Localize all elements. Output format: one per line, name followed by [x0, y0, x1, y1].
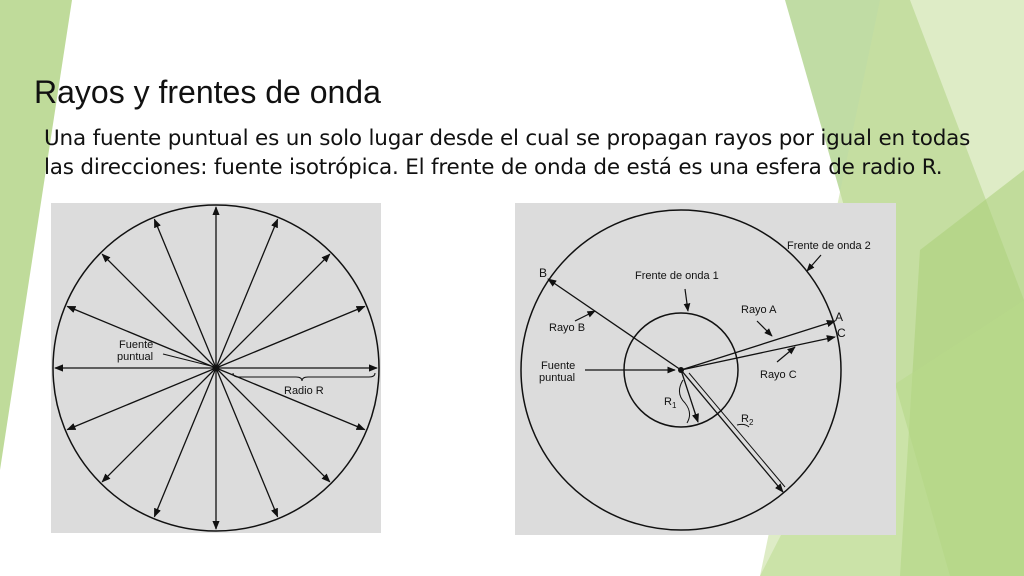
ray-line: [216, 254, 330, 368]
ray-a-pointer: [757, 321, 772, 336]
point-b-label: B: [539, 266, 548, 280]
ray-b-pointer: [575, 311, 595, 321]
r2-label: $R_2$: [741, 413, 754, 427]
point-c-label: C: [837, 326, 846, 340]
ray-b-label: Rayo B: [549, 322, 586, 334]
ray-c-label: Rayo C: [760, 369, 797, 381]
source-label-line1: Fuente: [541, 360, 576, 372]
wavefront-1-label: Frente de onda 1: [635, 270, 719, 282]
ray-c-line: [681, 337, 835, 370]
slide-title: Rayos y frentes de onda: [34, 74, 381, 110]
ray-a-label: Rayo A: [741, 304, 777, 316]
source-label-line2: puntual: [539, 372, 576, 384]
ray-a-line: [681, 321, 835, 370]
point-a-label: A: [835, 310, 844, 324]
r1-brace: [679, 380, 689, 423]
source-label-line1: Fuente: [119, 339, 154, 351]
ray-line: [102, 368, 216, 482]
slide-body-text: Una fuente puntual es un solo lugar desde el cual se propagan rayos por igual en todas las direcciones: fuente isotrópica. El frente de onda de está es una esfera de radio R.: [44, 126, 971, 180]
wavefront-2-label: Frente de onda 2: [787, 240, 871, 252]
source-point: [678, 367, 684, 373]
wavefront-2-pointer: [807, 255, 821, 271]
radius-label: Radio R: [284, 385, 324, 397]
r2-line-parallel: [689, 373, 785, 487]
wavefronts-figure: [515, 203, 896, 535]
source-point: [213, 365, 219, 371]
r1-label: $R_1$: [664, 396, 677, 410]
isotropic-source-figure: [51, 203, 381, 533]
radius-brace: [233, 373, 375, 381]
source-label-line2: puntual: [117, 351, 154, 363]
r2-line: [681, 370, 783, 492]
wavefront-1-pointer: [685, 289, 688, 311]
